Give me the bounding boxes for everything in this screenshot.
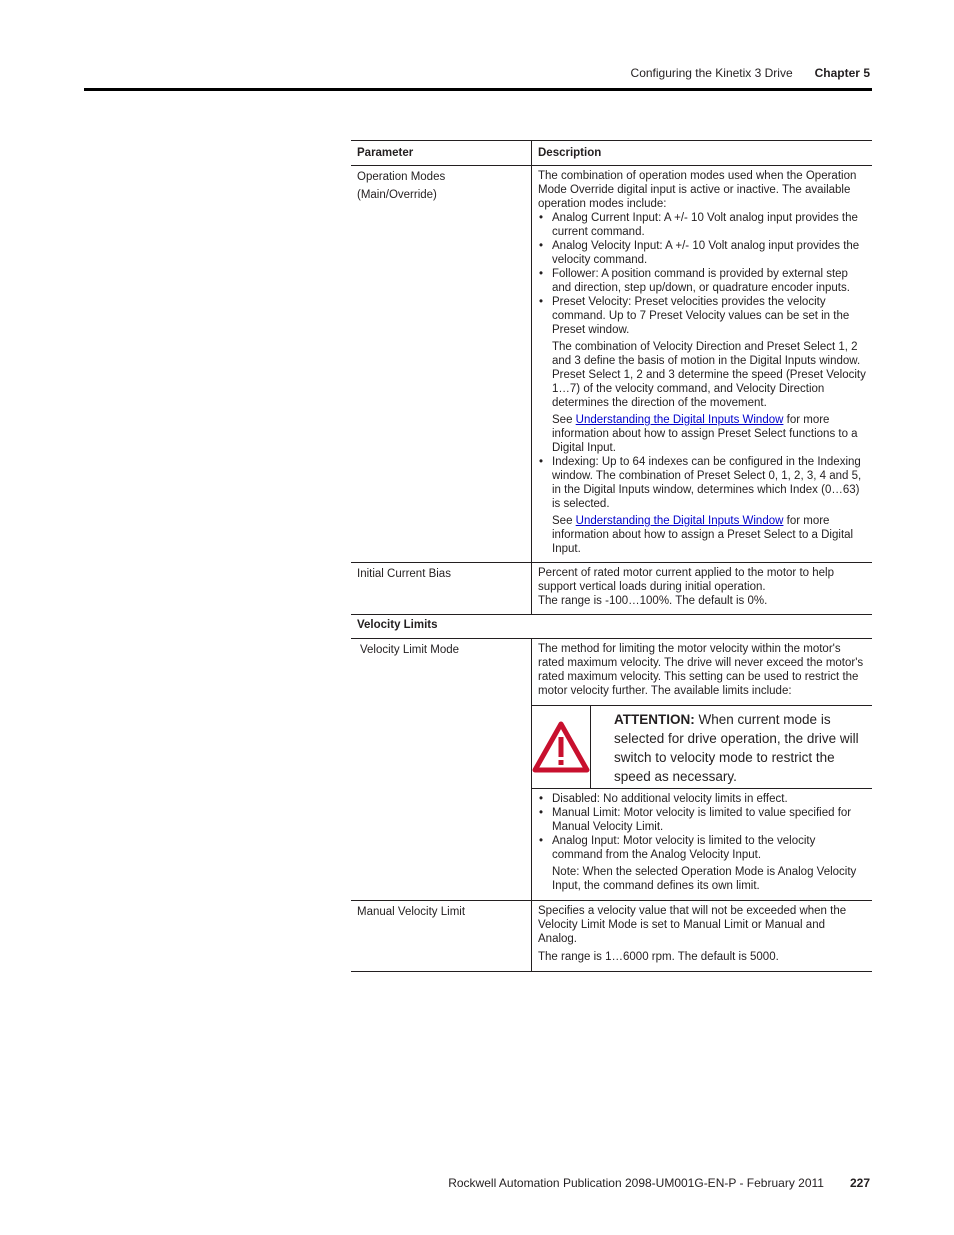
description-intro: The combination of operation modes used when the Operation Mode Override digital input is active or inactive. The available operation modes include: [538,170,857,210]
list-item: • Indexing: Up to 64 indexes can be configured in the Indexing window. The combination of Preset Select 0, 1, 2, 3, 4 and 5, in the Digital Inputs window, determines which Index (0…63) is selected. [538,455,866,511]
table-row-operation-modes [351,166,872,563]
param-description-cell [532,639,873,901]
footer-publication: Rockwell Automation Publication 2098-UM001G-EN-P - February 2011 [448,1176,824,1190]
header-rule [84,88,872,91]
range-text: The range is -100…100%. The default is 0%. [538,595,768,607]
param-name: Manual Velocity Limit [351,901,532,972]
description-text: Specifies a velocity value that will not be exceeded when the Velocity Limit Mode is set to Manual Limit or Manual and Analog. [538,905,847,945]
list-item: • Manual Limit: Motor velocity is limited to value specified for Manual Velocity Limit. [538,806,866,834]
digital-inputs-window-link[interactable]: Understanding the Digital Inputs Window [575,414,784,426]
param-description-cell [532,563,873,615]
list-item: • Analog Input: Motor velocity is limited to the velocity command from the Analog Velocity Input. [538,834,866,862]
velocity-limits-options [532,789,872,900]
attention-message: When current mode is selected for drive operation, the drive will switch to velocity mode to restrict the speed as necessary. [614,712,859,784]
param-name-cell [351,166,532,563]
list-item: • Preset Velocity: Preset velocities provides the velocity command. Up to 7 Preset Velocity values can be set in the Preset window. [538,295,866,337]
see-label: See [552,515,573,527]
see-text: for more information about how to assign Preset Select functions to a Digital Input. [552,414,858,454]
description-text: Percent of rated motor current applied to the motor to help support vertical loads during initial operation. [538,567,834,593]
header-section-title: Configuring the Kinetix 3 Drive [630,66,793,80]
param-name: Operation Modes [357,171,446,183]
table-row-manual-velocity-limit [351,901,872,972]
preset-note: The combination of Velocity Direction and Preset Select 1, 2 and 3 define the basis of motion in the Digital Inputs window. Preset Select 1, 2 and 3 determine the speed (Preset Velocity 1…7) of the velocity command, and Velocity Direction determines the direction of the movement. [552,341,866,409]
param-description-cell [532,901,873,972]
operation-mode-list [538,211,866,337]
see-text: for more information about how to assign a Preset Select to a Digital Input. [552,515,854,555]
velocity-limit-list [538,792,866,862]
table-header-row [351,141,872,166]
attention-label: ATTENTION: [614,712,695,727]
table-row-velocity-limit-mode [351,639,872,901]
section-heading-velocity-limits: Velocity Limits [357,619,438,631]
param-name: Initial Current Bias [351,563,532,615]
indexing-see-reference [538,514,866,556]
digital-inputs-window-link[interactable]: Understanding the Digital Inputs Window [575,515,784,527]
header-chapter: Chapter 5 [814,66,870,80]
column-header-description: Description [538,147,602,159]
list-item: • Follower: A position command is provided by external step and direction, step up/down, or quadrature encoder inputs. [538,267,866,295]
range-text: The range is 1…6000 rpm. The default is 5000. [538,951,779,963]
page-number: 227 [849,1176,870,1190]
list-item: • Analog Current Input: A +/- 10 Volt analog input provides the current command. [538,211,866,239]
param-description-cell [532,166,873,563]
param-name-subtitle: (Main/Override) [357,189,437,201]
parameter-table [351,140,872,972]
velocity-limit-note: Note: When the selected Operation Mode is Analog Velocity Input, the command defines its own limit. [552,866,857,892]
attention-text [591,706,872,788]
warning-triangle-icon [532,721,590,773]
attention-box [532,706,872,789]
list-item: • Disabled: No additional velocity limits in effect. [538,792,866,806]
preset-see-reference [538,413,866,455]
description-intro: The method for limiting the motor velocity within the motor's rated maximum velocity. The drive will never exceed the motor's rated maximum velocity. This setting can be used to restrict the motor velocity further. The available limits include: [532,639,872,706]
operation-mode-list-cont [538,455,866,511]
table-row-initial-current-bias [351,563,872,615]
section-heading-row [351,615,872,639]
column-header-parameter: Parameter [351,141,532,166]
page-header [631,66,870,80]
attention-icon-cell [532,706,591,788]
param-name: Velocity Limit Mode [351,639,532,901]
list-item: • Analog Velocity Input: A +/- 10 Volt analog input provides the velocity command. [538,239,866,267]
see-label: See [552,414,573,426]
page-footer [448,1176,870,1190]
